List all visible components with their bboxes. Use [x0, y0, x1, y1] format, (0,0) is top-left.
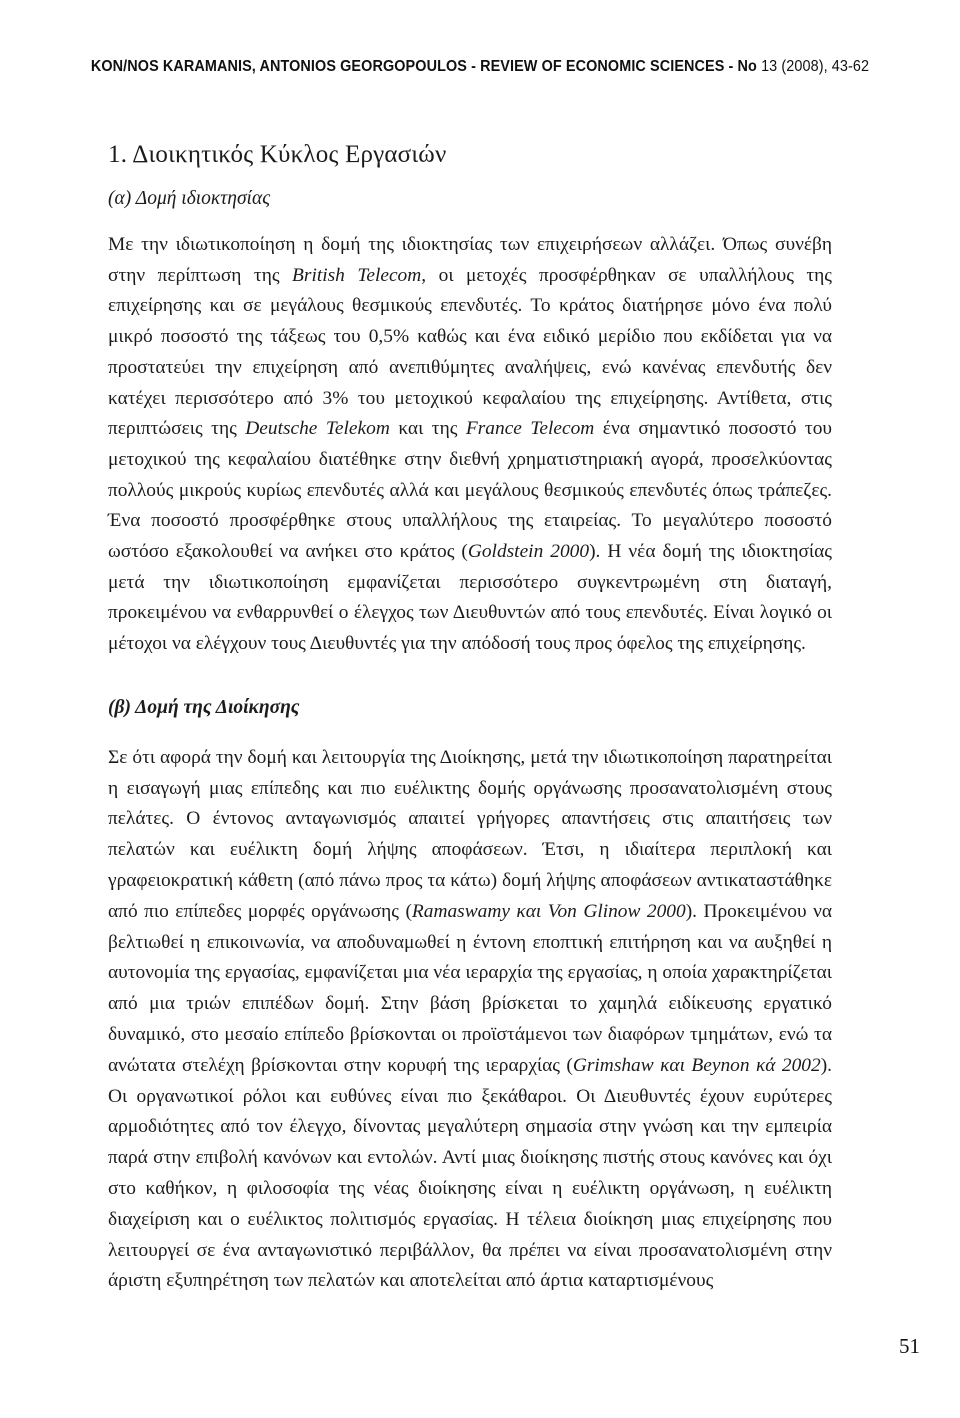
text-run: ). Η νέα δομή της ιδιοκτησίας μετά την ιδιωτικοποίηση εμφανίζεται περισσότερο συγκεντρωμένη στη διαταγή, προκειμένου να ενθαρρυνθεί ο έλεγχος των Διευθυντών από τους επενδυτές. Είναι λογικό οι μέτοχοι να ελέγχουν τους Διευθυντές για την απόδοσή τους προς όφελος της επιχείρησης. — [108, 541, 832, 655]
italic-run: Deutsche Telekom — [245, 418, 390, 440]
citation: Grimshaw και Beynon κά 2002 — [572, 1054, 821, 1076]
running-header-issue: 13 (2008), 43-62 — [761, 58, 870, 75]
text-run: Σε ότι αφορά την δομή και λειτουργία της Διοίκησης, μετά την ιδιωτικοποίηση παρατηρείται η εισαγωγή μιας επίπεδης και πιο ευέλικτης δομής οργάνωσης προσανατολισμένη στους πελάτες. Ο έντονος ανταγωνισμός απαιτεί γρήγορες απαντήσεις στις απαιτήσεις των πελατών και ευέλικτη δομή λήψης αποφάσεων. Έτσι, η ιδιαίτερα περιπλοκή και γραφειοκρατική κάθετη (από πάνω προς τα κάτω) δομή λήψης αποφάσεων αντικαταστάθηκε από πιο επίπεδες μορφές οργάνωσης ( — [108, 746, 832, 922]
text-run: , οι μετοχές προσφέρθηκαν σε υπαλλήλους της επιχείρησης και σε μεγάλους θεσμικούς επενδυτές. Το κράτος διατήρησε μόνο ένα πολύ μικρό ποσοστό της τάξεως του 0,5% καθώς και ένα ειδικό μερίδιο που εκδίδεται για να προστατεύει την επιχείρηση από ανεπιθύμητες αναλήψεις, ενώ κανένας επενδυτής δεν κατέχει περισσότερο από 3% του μετοχικού κεφαλαίου της επιχείρησης. Αντίθετα, στις περιπτώσεις της — [108, 264, 832, 440]
citation: Goldstein 2000 — [467, 541, 590, 563]
italic-run: France Telecom — [465, 418, 595, 440]
main-content — [108, 138, 832, 1297]
text-run: ). Προκειμένου να βελτιωθεί η επικοινωνία, να αποδυναμωθεί η έντονη εποπτική επιτήρηση και να αυξηθεί η αυτονομία της εργασίας, εμφανίζεται μια νέα ιεραρχία της εργασίας, η οποία χαρακτηρίζεται από μια τριών επιπέδων δομή. Στην βάση βρίσκεται το χαμηλά ειδίκευσης εργατικό δυναμικό, στο μεσαίο επίπεδο βρίσκονται οι προϊστάμενοι των διαφόρων τμημάτων, ενώ τα ανώτατα στελέχη βρίσκονται στην κορυφή της ιεραρχίας ( — [108, 900, 832, 1076]
italic-run: British Telecom — [292, 264, 422, 286]
citation: Ramaswamy και Von Glinow 2000 — [411, 900, 686, 922]
running-header-text: KON/NOS KARAMANIS, ANTONIOS GEORGOPOULOS - REVIEW OF ECONOMIC SCIENCES - No — [90, 58, 757, 75]
text-run: ). Οι οργανωτικοί ρόλοι και ευθύνες είναι πιο ξεκάθαροι. Οι Διευθυντές έχουν ευρύτερες αρμοδιότητες από τον έλεγχο, δίνοντας μεγαλύτερη σημασία στην γνώση και την εμπειρία παρά στην επιβολή κανόνων και εντολών. Αντί μιας διοίκησης πιστής στους κανόνες και όχι στο καθήκον, η φιλοσοφία της νέας διοίκησης είναι η ευέλικτη οργάνωση, η ευέλικτη διαχείριση και ο ευέλικτος πολιτισμός εργασίας. Η τέλεια διοίκηση μιας επιχείρησης που λειτουργεί σε ένα ανταγωνιστικό περιβάλλον, θα πρέπει να είναι προσανατολισμένη στην άριστη εξυπηρέτηση των πελατών και αποτελείται από άρτια καταρτισμένους — [108, 1054, 833, 1292]
page-number: 51 — [899, 1334, 920, 1358]
subsection-title-ownership: (α) Δομή ιδιοκτησίας — [108, 188, 271, 209]
subsection-title-management: (β) Δομή της Διοίκησης — [108, 696, 300, 718]
paragraph-management — [108, 743, 832, 1297]
text-run: Με την ιδιωτικοποίηση η δομή της ιδιοκτησίας των επιχειρήσεων αλλάζει. Όπως συνέβη στην περίπτωση της — [108, 234, 832, 286]
running-header — [34, 58, 927, 76]
section-title: 1. Διοικητικός Κύκλος Εργασιών — [108, 141, 447, 168]
paragraph-ownership — [108, 230, 832, 660]
text-run: ένα σημαντικό ποσοστό του μετοχικού της κεφαλαίου διατέθηκε στην διεθνή χρηματιστηριακή αγορά, προσελκύοντας πολλούς μικρούς κυρίως επενδυτές αλλά και μεγάλους θεσμικούς επενδυτές όπως τράπεζες. Ένα ποσοστό προσφέρθηκε στους υπαλλήλους της εταιρείας. Το μεγαλύτερο ποσοστό ωστόσο εξακολουθεί να ανήκει στο κράτος ( — [108, 418, 832, 563]
text-run: και της — [389, 418, 466, 440]
